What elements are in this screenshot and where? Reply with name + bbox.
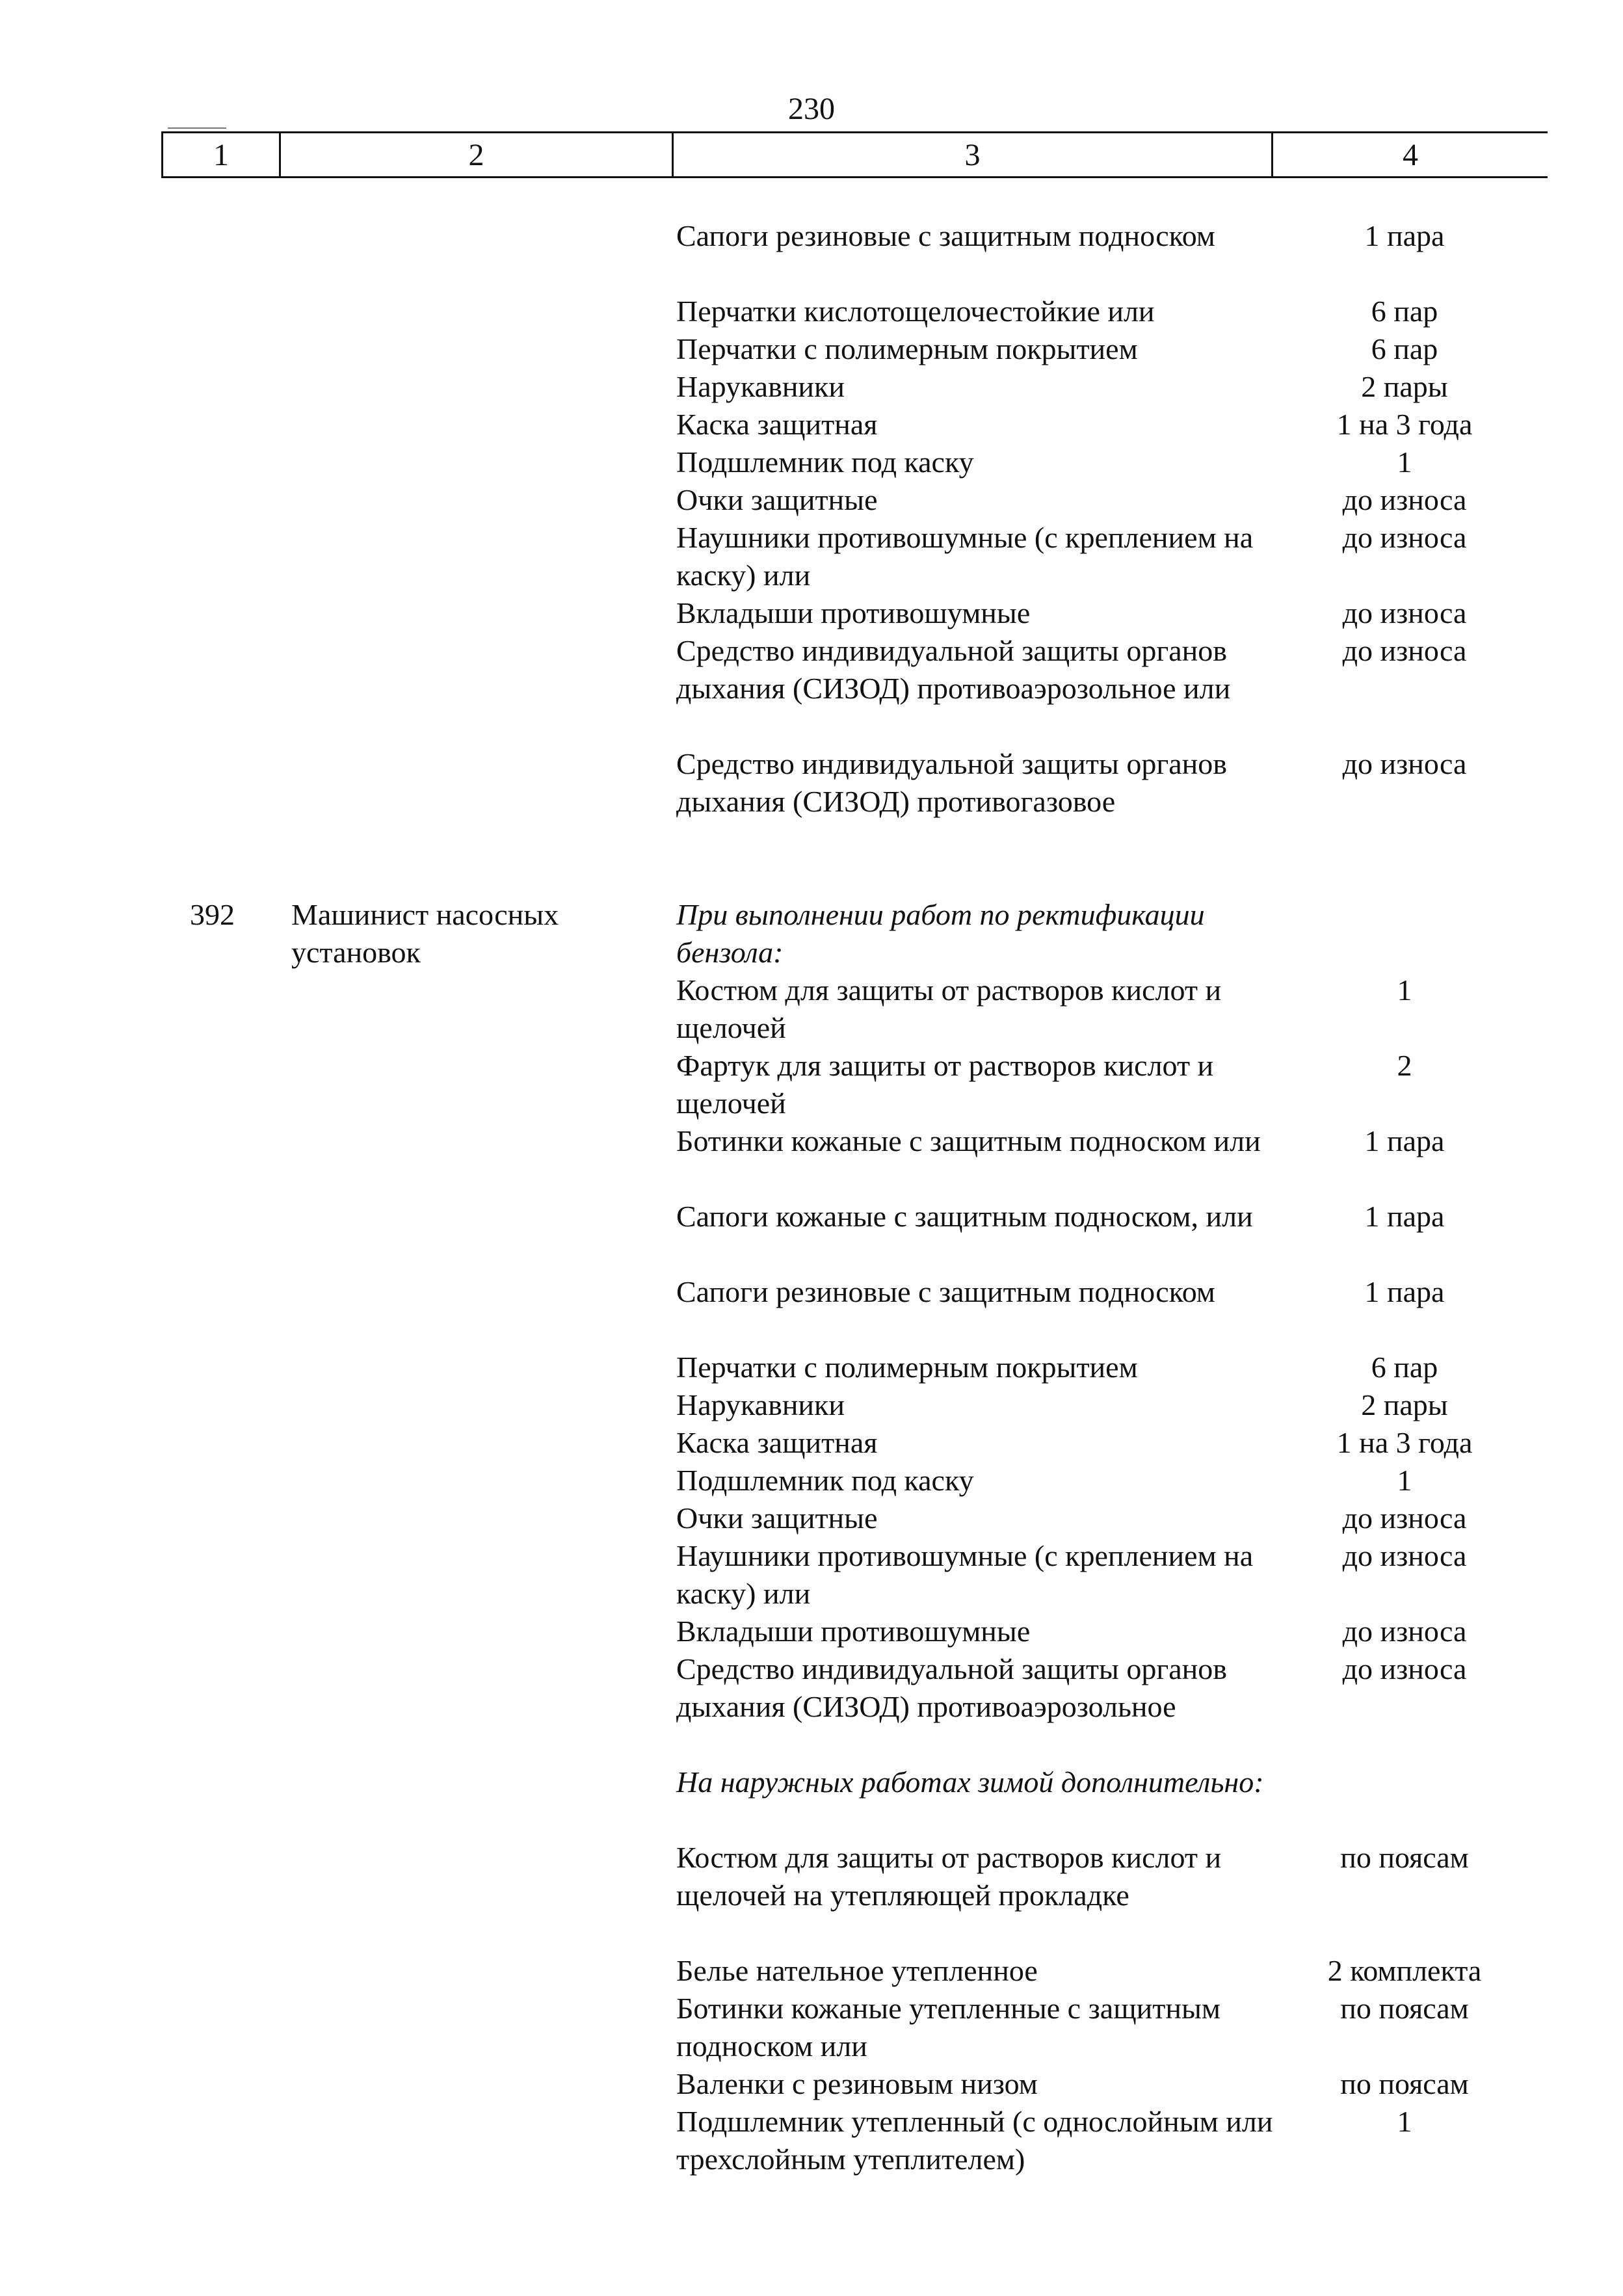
- issue-norm: 2 комплекта: [1327, 1954, 1482, 1987]
- issue-norm: 1 на 3 года: [1336, 1426, 1473, 1459]
- section-heading: При выполнении работ по ректификации бензола:: [676, 898, 1205, 969]
- ppe-item: Перчатки кислотощелочестойкие или: [676, 295, 1155, 328]
- ppe-item: Подшлемник утепленный (с однослойным или трехслойным утеплителем): [676, 2105, 1273, 2176]
- ppe-item: Средство индивидуальной защиты органов дыхания (СИЗОД) противоаэрозольное или: [676, 634, 1231, 705]
- issue-norm: до износа: [1342, 483, 1467, 516]
- issue-norm: по поясам: [1340, 2067, 1469, 2100]
- table-row: [0, 1047, 1623, 1122]
- profession-name: Машинист насосных установок: [291, 898, 559, 969]
- table-row: [0, 2103, 1623, 2216]
- issue-norm: до износа: [1342, 1652, 1467, 1685]
- ppe-item: Белье нательное утепленное: [676, 1954, 1038, 1987]
- ppe-item: Нарукавники: [676, 1388, 845, 1421]
- issue-norm: 1 пара: [1364, 1200, 1445, 1233]
- ppe-item: Вкладыши противошумные: [676, 596, 1031, 629]
- ppe-item: Перчатки с полимерным покрытием: [676, 1351, 1138, 1384]
- issue-norm: до износа: [1342, 634, 1467, 667]
- ppe-item: Каска защитная: [676, 1426, 878, 1459]
- ppe-item: Перчатки с полимерным покрытием: [676, 332, 1138, 365]
- issue-norm: 6 пар: [1371, 332, 1438, 365]
- table-row: [0, 443, 1623, 481]
- ppe-item: Костюм для защиты от растворов кислот и щелочей: [676, 973, 1222, 1044]
- table-row: [0, 1763, 1623, 1839]
- page-number: 230: [788, 92, 835, 126]
- table-row: [0, 1349, 1623, 1386]
- issue-norm: до износа: [1342, 747, 1467, 780]
- ppe-item: Наушники противошумные (с креплением на каску) или: [676, 1539, 1254, 1610]
- ppe-item: Вкладыши противошумные: [676, 1615, 1031, 1648]
- issue-norm: 1: [1397, 445, 1412, 479]
- issue-norm: 1 пара: [1364, 1124, 1445, 1157]
- issue-norm: 1: [1397, 973, 1412, 1007]
- table-row: [0, 481, 1623, 519]
- table-row: [0, 1990, 1623, 2065]
- header-col-4: 4: [1271, 133, 1548, 176]
- issue-norm: до износа: [1342, 521, 1467, 554]
- table-row: [0, 293, 1623, 330]
- ppe-item: Сапоги резиновые с защитным подноском: [676, 219, 1215, 252]
- ppe-item: Ботинки кожаные утепленные с защитным подноском или: [676, 1992, 1221, 2063]
- issue-norm: до износа: [1342, 596, 1467, 629]
- ppe-item: Наушники противошумные (с креплением на каску) или: [676, 521, 1254, 592]
- table-row: [0, 1122, 1623, 1198]
- issue-norm: до износа: [1342, 1615, 1467, 1648]
- table-row: [0, 1952, 1623, 1990]
- ppe-item: Очки защитные: [676, 1501, 878, 1535]
- table-row: [0, 745, 1623, 858]
- ppe-item: Каска защитная: [676, 408, 878, 441]
- table-row: [0, 1462, 1623, 1499]
- table-row: [0, 971, 1623, 1047]
- table-row: [0, 1198, 1623, 1273]
- issue-norm: 1 пара: [1364, 1275, 1445, 1308]
- ppe-item: Валенки с резиновым низом: [676, 2067, 1038, 2100]
- header-col-3: 3: [672, 133, 1271, 176]
- ppe-item: Сапоги кожаные с защитным подноском, или: [676, 1200, 1253, 1233]
- issue-norm: 1: [1397, 2105, 1412, 2138]
- table-row: [0, 406, 1623, 443]
- ppe-item: Подшлемник под каску: [676, 1464, 974, 1497]
- table-row: [0, 330, 1623, 368]
- table-row: [0, 1424, 1623, 1462]
- ppe-item: Средство индивидуальной защиты органов дыхания (СИЗОД) противоаэрозольное: [676, 1652, 1227, 1723]
- ppe-norms-table: [0, 217, 1623, 2272]
- issue-norm: 1 пара: [1364, 219, 1445, 252]
- table-row: [0, 1499, 1623, 1537]
- table-row: [0, 368, 1623, 406]
- table-row: [0, 1613, 1623, 1650]
- header-col-1: 1: [161, 133, 279, 176]
- issue-norm: до износа: [1342, 1539, 1467, 1572]
- table-row: [0, 1273, 1623, 1349]
- issue-norm: 6 пар: [1371, 1351, 1438, 1384]
- table-row: [0, 632, 1623, 745]
- ppe-item: Сапоги резиновые с защитным подноском: [676, 1275, 1215, 1308]
- ppe-item: Нарукавники: [676, 370, 845, 403]
- scan-artifact-line: [168, 127, 226, 129]
- issue-norm: 2 пары: [1361, 1388, 1448, 1421]
- issue-norm: по поясам: [1340, 1992, 1469, 2025]
- table-row: [0, 594, 1623, 632]
- issue-norm: по поясам: [1340, 1841, 1469, 1874]
- issue-norm: 2: [1397, 1049, 1412, 1082]
- header-col-2: 2: [279, 133, 672, 176]
- ppe-item: Средство индивидуальной защиты органов дыхания (СИЗОД) противогазовое: [676, 747, 1227, 818]
- row-number: 392: [190, 898, 235, 931]
- table-row: [0, 2065, 1623, 2103]
- table-row: [0, 519, 1623, 594]
- table-row: [0, 1386, 1623, 1424]
- issue-norm: до износа: [1342, 1501, 1467, 1535]
- table-row: [0, 1650, 1623, 1763]
- table-row: [0, 1537, 1623, 1613]
- issue-norm: 6 пар: [1371, 295, 1438, 328]
- ppe-item: Подшлемник под каску: [676, 445, 974, 479]
- ppe-item: Очки защитные: [676, 483, 878, 516]
- table-row: [0, 1839, 1623, 1952]
- column-number-header: [161, 131, 1548, 178]
- issue-norm: 1: [1397, 1464, 1412, 1497]
- ppe-item: Костюм для защиты от растворов кислот и щелочей на утепляющей прокладке: [676, 1841, 1222, 1912]
- section-heading: На наружных работах зимой дополнительно:: [676, 1765, 1264, 1799]
- table-row: [0, 217, 1623, 293]
- ppe-item: Фартук для защиты от растворов кислот и щелочей: [676, 1049, 1214, 1120]
- issue-norm: 2 пары: [1361, 370, 1448, 403]
- issue-norm: 1 на 3 года: [1336, 408, 1473, 441]
- table-row: [0, 896, 1623, 971]
- ppe-item: Ботинки кожаные с защитным подноском или: [676, 1124, 1261, 1157]
